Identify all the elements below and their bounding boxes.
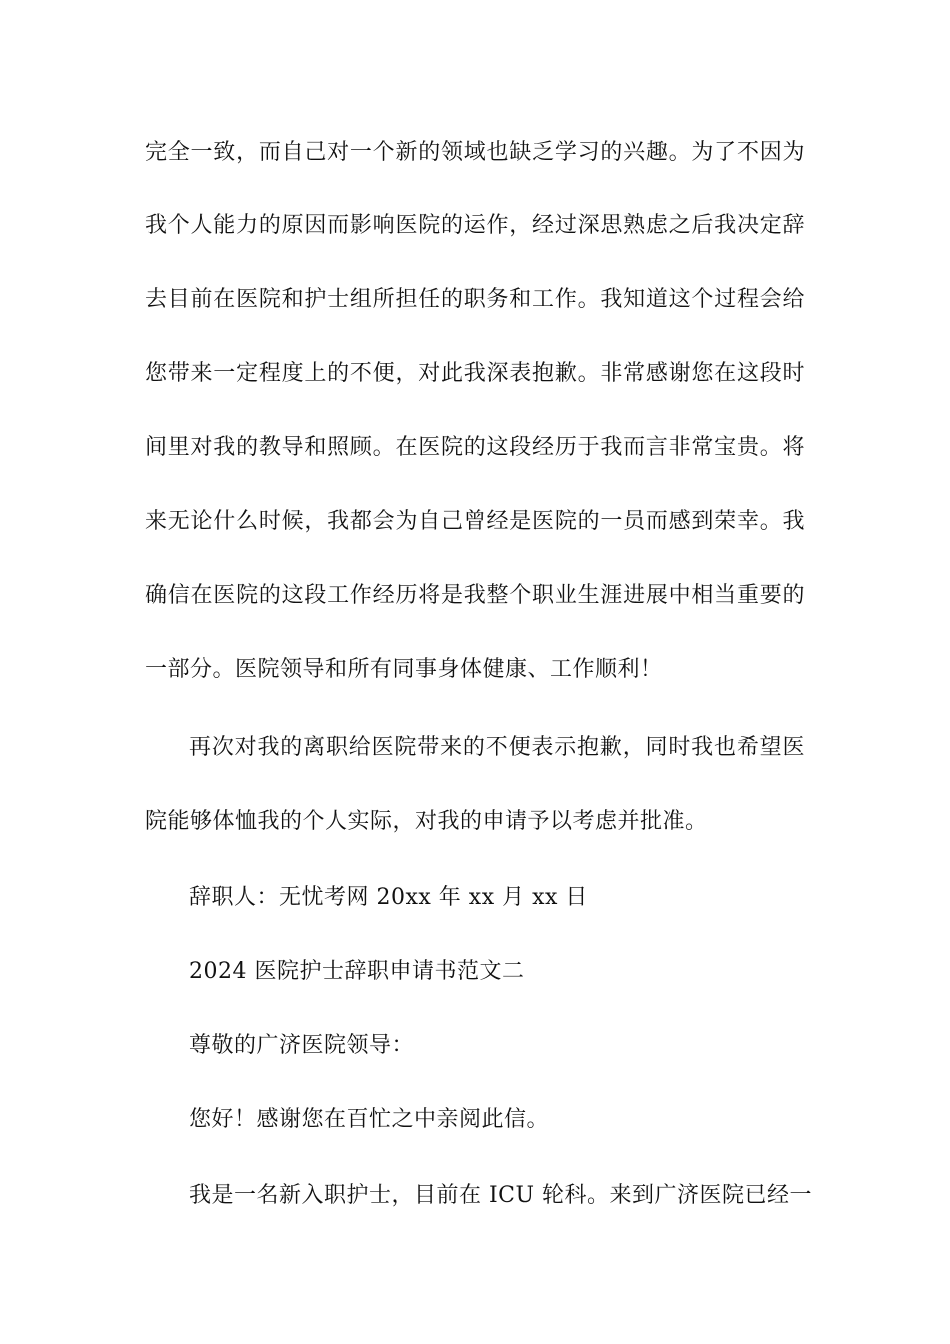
body-text-line: 确信在医院的这段工作经历将是我整个职业生涯进展中相当重要的 — [145, 583, 805, 608]
body-text-line: 我个人能力的原因而影响医院的运作，经过深思熟虑之后我决定辞 — [145, 213, 805, 238]
body-text-line: 间里对我的教导和照顾。在医院的这段经历于我而言非常宝贵。将 — [145, 435, 805, 460]
salutation: 尊敬的广济医院领导： — [189, 1033, 415, 1058]
body-text-line: 您带来一定程度上的不便，对此我深表抱歉。非常感谢您在这段时 — [145, 361, 805, 386]
body-text-line: 去目前在医院和护士组所担任的职务和工作。我知道这个过程会给 — [145, 287, 805, 312]
body-text-line: 一部分。医院领导和所有同事身体健康、工作顺利！ — [145, 657, 663, 682]
body-text-line: 院能够体恤我的个人实际，对我的申请予以考虑并批准。 — [145, 809, 708, 834]
body-text-line: 完全一致，而自己对一个新的领域也缺乏学习的兴趣。为了不因为 — [145, 140, 805, 165]
body-text-line: 来无论什么时候，我都会为自己曾经是医院的一员而感到荣幸。我 — [145, 509, 805, 534]
greeting-line: 您好！感谢您在百忙之中亲阅此信。 — [189, 1107, 550, 1132]
signature-line: 辞职人：无忧考网 20xx 年 xx 月 xx 日 — [189, 885, 588, 910]
section-title: 2024 医院护士辞职申请书范文二 — [189, 959, 525, 984]
paragraph-first-line: 我是一名新入职护士，目前在 ICU 轮科。来到广济医院已经一 — [189, 1183, 813, 1208]
paragraph-first-line: 再次对我的离职给医院带来的不便表示抱歉，同时我也希望医 — [189, 735, 805, 760]
